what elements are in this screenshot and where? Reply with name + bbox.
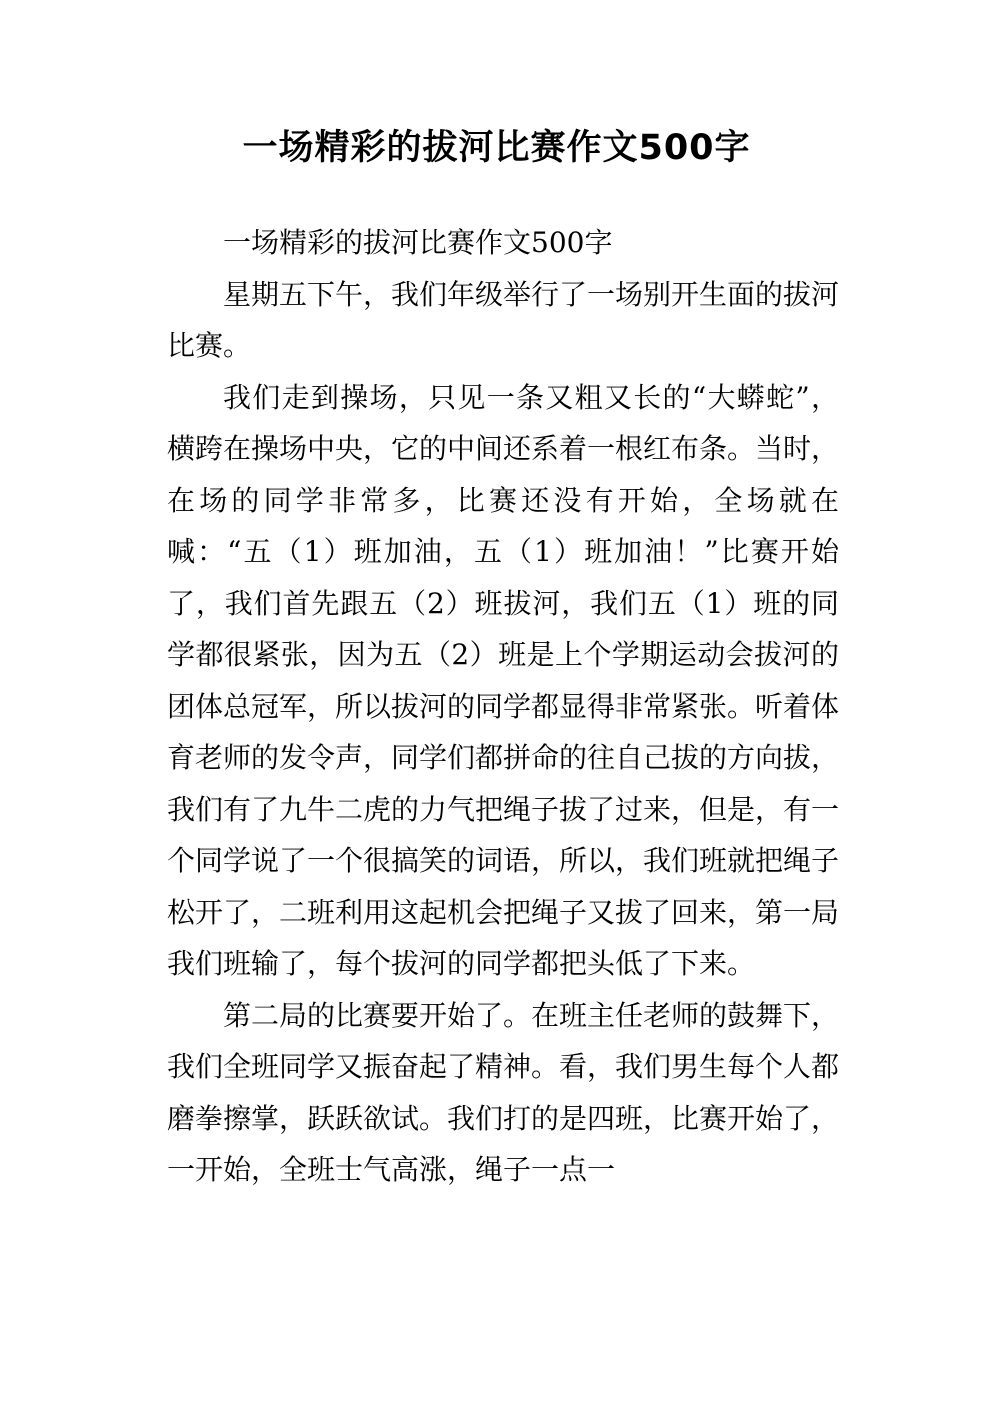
- paragraph-heading: 一场精彩的拔河比赛作文500字: [223, 226, 613, 259]
- paragraph-intro: 星期五下午，我们年级举行了一场别开生面的拔河比赛。: [167, 277, 840, 362]
- document-body: [167, 217, 839, 1196]
- document-title: 一场精彩的拔河比赛作文500字: [242, 128, 751, 168]
- paragraph-first-round: 我们走到操场，只见一条又粗又长的“大蟒蛇”，横跨在操场中央，它的中间还系着一根红布条。当时，在场的同学非常多，比赛还没有开始，全场就在喊：“五（1）班加油，五（1）班加油！”比赛开始了，我们首先跟五（2）班拔河，我们五（1）班的同学都很紧张，因为五（2）班是上个学期运动会拔河的团体总冠军，所以拔河的同学都显得非常紧张。听着体育老师的发令声，同学们都拼命的往自己拔的方向拔，我们有了九牛二虎的力气把绳子拔了过来，但是，有一个同学说了一个很搞笑的词语，所以，我们班就把绳子松开了，二班利用这起机会把绳子又拔了回来，第一局我们班输了，每个拔河的同学都把头低了下来。: [167, 380, 840, 980]
- paragraph-second-round: 第二局的比赛要开始了。在班主任老师的鼓舞下，我们全班同学又振奋起了精神。看，我们男生每个人都磨拳擦掌，跃跃欲试。我们打的是四班，比赛开始了，一开始，全班士气高涨，绳子一点一: [167, 998, 840, 1186]
